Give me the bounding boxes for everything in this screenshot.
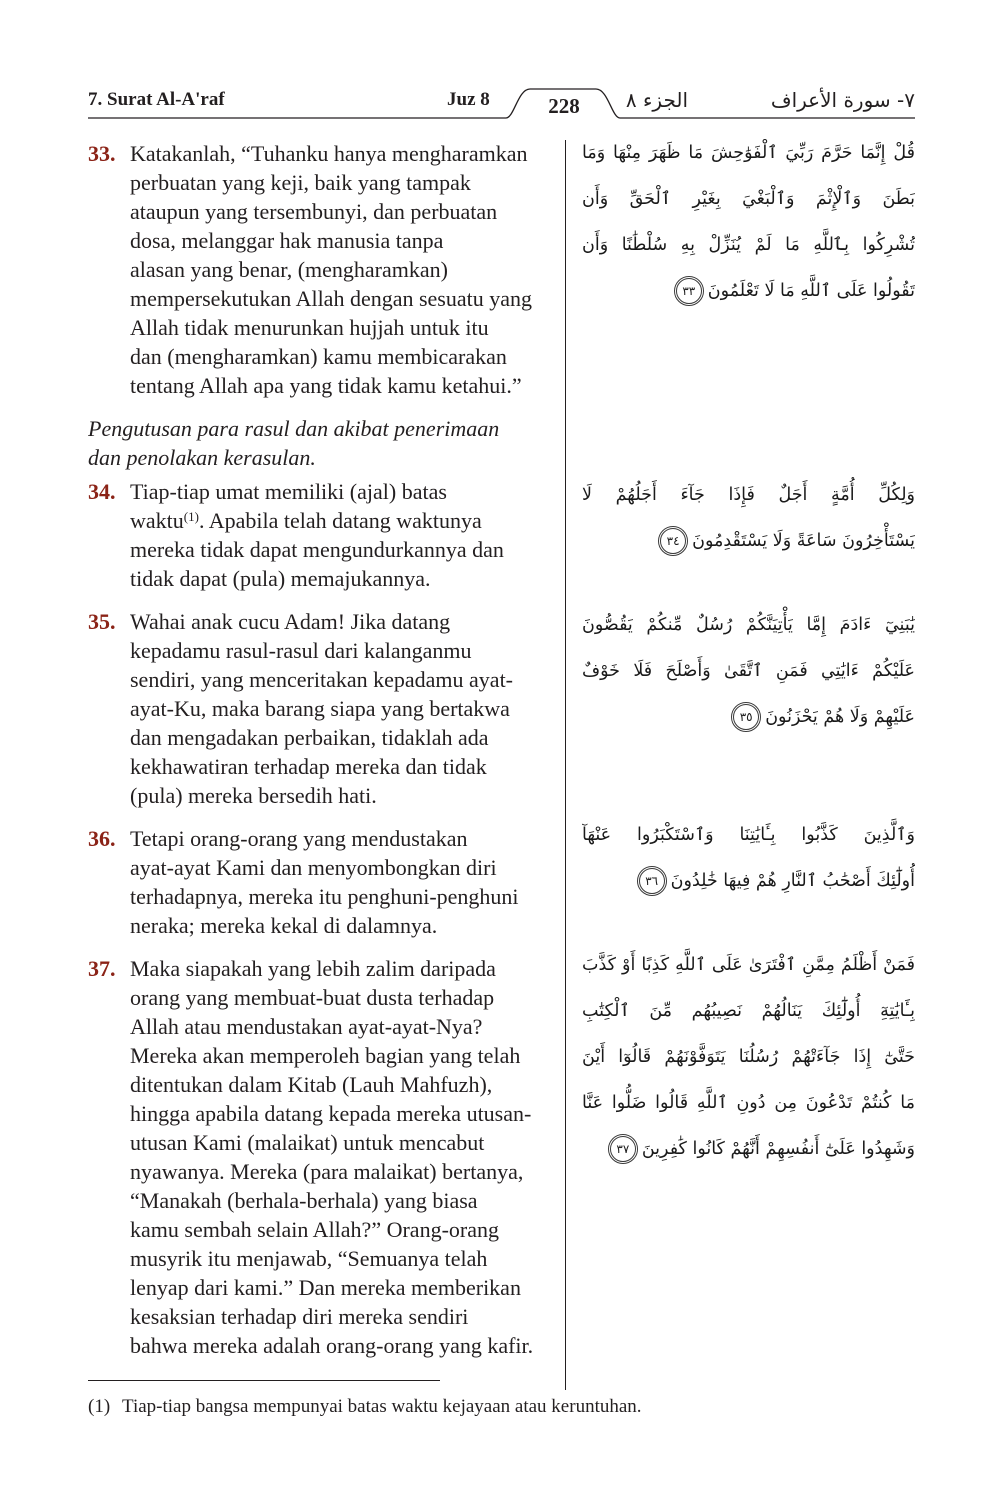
arabic-text: قُلْ إِنَّمَا حَرَّمَ رَبِّيَ ٱلْفَوَٰحِشَ مَا ظَهَرَ مِنْهَا وَمَا — [582, 143, 915, 163]
translation-line: (pula) mereka bersedih hati. — [130, 783, 377, 808]
arabic-line — [582, 602, 915, 648]
translation-line: neraka; mereka kekal di dalamnya. — [130, 913, 438, 938]
column-divider — [565, 140, 566, 1390]
arabic-text: تُشْرِكُوا بِٱللَّهِ مَا لَمْ يُنَزِّلْ بِهِ سُلْطَٰنًا وَأَن — [582, 235, 915, 255]
surah-title-latin: 7. Surat Al-A'raf — [88, 89, 225, 110]
translation-line — [130, 506, 555, 535]
arabic-text: تَقُولُوا عَلَى ٱللَّهِ مَا لَا تَعْلَمُونَ — [707, 281, 915, 301]
translation-line: kesaksian terhadap diri mereka sendiri — [130, 1304, 469, 1329]
verse-number: 36. — [88, 826, 116, 851]
verse-translation — [88, 607, 555, 810]
header-rule — [0, 0, 1000, 140]
translation-line: dosa, melanggar hak manusia tanpa — [130, 228, 444, 253]
verse-number: 35. — [88, 609, 116, 634]
arabic-text: حَتَّىٰٓ إِذَا جَآءَتْهُمْ رُسُلُنَا يَتَوَفَّوْنَهُمْ قَالُوٓا أَيْنَ — [582, 1047, 915, 1067]
translation-line: tentang Allah apa yang tidak kamu ketahui.” — [130, 373, 522, 398]
translation-line: kepadamu rasul-rasul dari kalanganmu — [130, 638, 472, 663]
translation-line: kekhawatiran terhadap mereka dan tidak — [130, 754, 487, 779]
arabic-line — [582, 472, 915, 518]
arabic-text: وَشَهِدُوا عَلَىٰٓ أَنفُسِهِمْ أَنَّهُمْ كَانُوا كَٰفِرِينَ — [641, 1139, 915, 1159]
translation-line: Allah tidak menurunkan hujjah untuk itu — [130, 315, 489, 340]
arabic-line — [582, 1080, 915, 1126]
translation-line: Maka siapakah yang lebih zalim daripada — [130, 956, 496, 981]
translation-line: bahwa mereka adalah orang-orang yang kafir. — [130, 1333, 534, 1358]
text-segment: . Apabila telah datang waktunya — [198, 508, 482, 533]
page-number: 228 — [548, 94, 580, 118]
translation-line: musyrik itu menjawab, “Semuanya telah — [130, 1246, 488, 1271]
arabic-line — [582, 648, 915, 694]
arabic-text: أُولَٰٓئِكَ أَصْحَٰبُ ٱلنَّارِ هُمْ فِيهَا خَٰلِدُونَ — [670, 871, 915, 891]
footnote-rule — [88, 1380, 440, 1381]
arabic-line — [582, 988, 915, 1034]
verse-number: 34. — [88, 479, 116, 504]
arabic-text: وَٱلَّذِينَ كَذَّبُوا بِـَٔايَٰتِنَا وَٱسْتَكْبَرُوا عَنْهَآ — [582, 825, 915, 845]
arabic-line — [582, 1126, 915, 1172]
verse-translation — [88, 954, 555, 1360]
arabic-line — [582, 1034, 915, 1080]
translation-line: nyawanya. Mereka (para malaikat) bertanya, — [130, 1159, 524, 1184]
arabic-line — [582, 694, 915, 740]
translation-line: dan (mengharamkan) kamu membicarakan — [130, 344, 507, 369]
translation-line: terhadapnya, mereka itu penghuni-penghuni — [130, 884, 519, 909]
arabic-text: عَلَيْهِمْ وَلَا هُمْ يَحْزَنُونَ — [765, 707, 915, 727]
verse-translation — [88, 477, 555, 593]
arabic-verse — [582, 602, 915, 740]
arabic-verse — [582, 942, 915, 1172]
arabic-verse — [582, 130, 915, 314]
footnote-text: Tiap-tiap bangsa mempunyai batas waktu kejayaan atau keruntuhan. — [122, 1396, 642, 1417]
translation-line: Mereka akan memperoleh bagian yang telah — [130, 1043, 521, 1068]
translation-line: hingga apabila datang kepada mereka utusan- — [130, 1101, 532, 1126]
juz-label-arabic: الجزء ٨ — [625, 88, 688, 112]
translation-line: “Manakah (berhala-berhala) yang biasa — [130, 1188, 478, 1213]
ayah-number-marker: ٣٦ — [637, 866, 667, 896]
translation-line: Tetapi orang-orang yang mendustakan — [130, 826, 468, 851]
arabic-line — [582, 176, 915, 222]
heading-line: Pengutusan para rasul dan akibat penerimaan — [88, 416, 500, 441]
juz-label-latin: Juz 8 — [447, 89, 490, 110]
ayah-number-marker: ٣٧ — [608, 1134, 638, 1164]
verse-number: 37. — [88, 956, 116, 981]
translation-line: Wahai anak cucu Adam! Jika datang — [130, 609, 451, 634]
verse-number: 33. — [88, 141, 116, 166]
arabic-line — [582, 518, 915, 564]
arabic-text: بِـَٔايَٰتِهِٓ أُولَٰٓئِكَ يَنَالُهُمْ نَصِيبُهُم مِّنَ ٱلْكِتَٰبِ — [582, 1001, 915, 1021]
arabic-verse — [582, 812, 915, 904]
translation-line: ataupun yang tersembunyi, dan perbuatan — [130, 199, 498, 224]
verse-translation — [88, 139, 555, 400]
translation-line: sendiri, yang menceritakan kepadamu ayat- — [130, 667, 514, 692]
arabic-text: عَلَيْكُمْ ءَايَٰتِي فَمَنِ ٱتَّقَىٰ وَأَصْلَحَ فَلَا خَوْفٌ — [582, 661, 915, 681]
arabic-text: فَمَنْ أَظْلَمُ مِمَّنِ ٱفْتَرَىٰ عَلَى ٱللَّهِ كَذِبًا أَوْ كَذَّبَ — [582, 955, 915, 975]
arabic-line — [582, 130, 915, 176]
arabic-text: بَطَنَ وَٱلْإِثْمَ وَٱلْبَغْيَ بِغَيْرِ ٱلْحَقِّ وَأَن — [582, 189, 915, 209]
arabic-verse — [582, 472, 915, 564]
ayah-number-marker: ٣٣ — [674, 276, 704, 306]
arabic-text: وَلِكُلِّ أُمَّةٍ أَجَلٌ فَإِذَا جَآءَ أَجَلُهُمْ لَا — [582, 485, 915, 505]
arabic-line — [582, 222, 915, 268]
translation-line: orang yang membuat-buat dusta terhadap — [130, 985, 495, 1010]
arabic-line — [582, 858, 915, 904]
translation-line: utusan Kami (malaikat) untuk mencabut — [130, 1130, 485, 1155]
surah-title-arabic: ٧- سورة الأعراف — [770, 88, 915, 112]
translation-line: Allah atau mendustakan ayat-ayat-Nya? — [130, 1014, 483, 1039]
verse-translation — [88, 824, 555, 940]
translation-line: Tiap-tiap umat memiliki (ajal) batas — [130, 479, 447, 504]
ayah-number-marker: ٣٤ — [658, 526, 688, 556]
arabic-text: يَٰبَنِيٓ ءَادَمَ إِمَّا يَأْتِيَنَّكُمْ رُسُلٌ مِّنكُمْ يَقُصُّونَ — [582, 615, 915, 635]
arabic-line — [582, 812, 915, 858]
arabic-text: يَسْتَأْخِرُونَ سَاعَةً وَلَا يَسْتَقْدِمُونَ — [692, 531, 915, 551]
translation-line: lenyap dari kami.” Dan mereka memberikan — [130, 1275, 521, 1300]
translation-line: Katakanlah, “Tuhanku hanya mengharamkan — [130, 141, 528, 166]
translation-line: tidak dapat (pula) memajukannya. — [130, 566, 431, 591]
heading-line: dan penolakan kerasulan. — [88, 445, 316, 470]
translation-line: ditentukan dalam Kitab (Lauh Mahfuzh), — [130, 1072, 493, 1097]
translation-line: kamu sembah selain Allah?” Orang-orang — [130, 1217, 499, 1242]
section-heading — [88, 414, 555, 472]
translation-line: perbuatan yang keji, baik yang tampak — [130, 170, 471, 195]
arabic-line — [582, 268, 915, 314]
arabic-line — [582, 942, 915, 988]
translation-line: dan mengadakan perbaikan, tidaklah ada — [130, 725, 489, 750]
translation-line: alasan yang benar, (mengharamkan) — [130, 257, 448, 282]
translation-line: mempersekutukan Allah dengan sesuatu yang — [130, 286, 533, 311]
text-segment: waktu — [130, 508, 184, 533]
arabic-text: مَا كُنتُمْ تَدْعُونَ مِن دُونِ ٱللَّهِ قَالُوا ضَلُّوا عَنَّا — [582, 1093, 915, 1113]
translation-line: mereka tidak dapat mengundurkannya dan — [130, 537, 504, 562]
translation-line: ayat-Ku, maka barang siapa yang bertakwa — [130, 696, 510, 721]
ayah-number-marker: ٣٥ — [731, 702, 761, 732]
translation-column — [88, 139, 555, 1374]
footnote-marker: (1) — [88, 1396, 111, 1417]
footnote-reference: (1) — [183, 508, 199, 524]
translation-line: ayat-ayat Kami dan menyombongkan diri — [130, 855, 497, 880]
